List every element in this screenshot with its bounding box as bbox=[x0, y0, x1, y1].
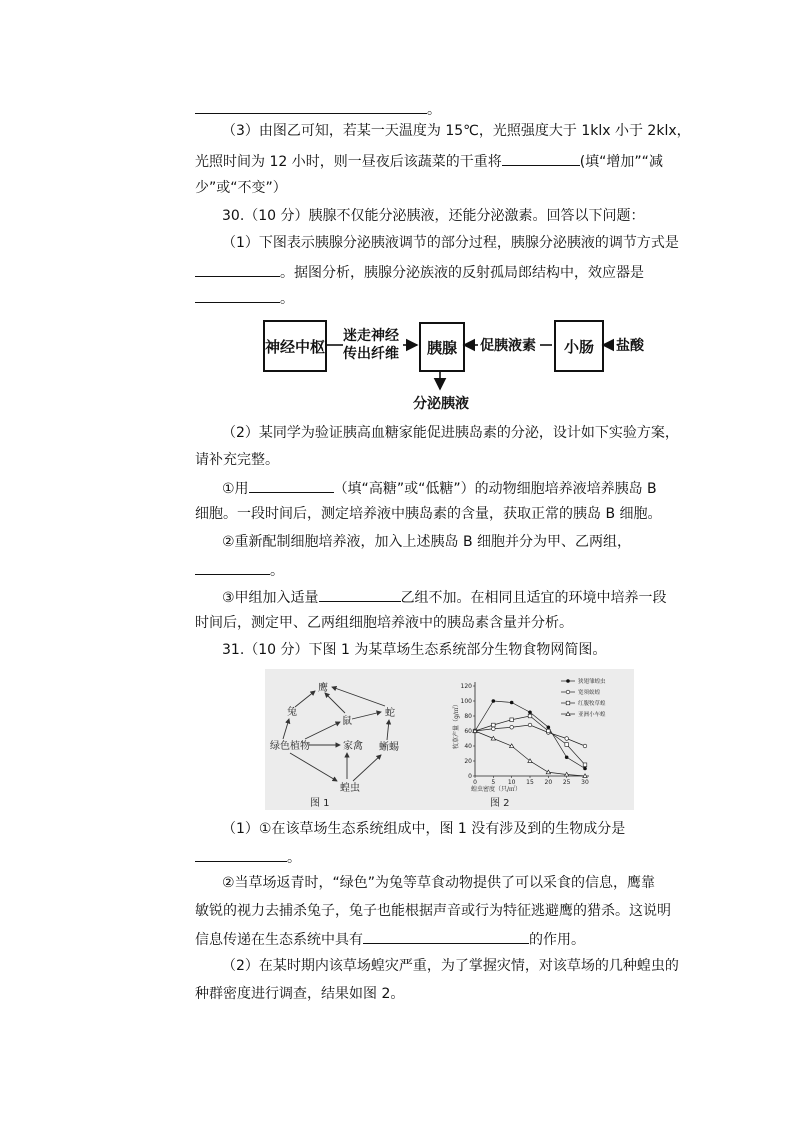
legend-label: 狭翅雏蝗虫 bbox=[578, 679, 606, 685]
chart-legend bbox=[561, 677, 606, 718]
data-point bbox=[528, 723, 532, 727]
data-point bbox=[492, 727, 496, 731]
data-point bbox=[583, 763, 587, 767]
node-locust: 蝗虫 bbox=[340, 783, 360, 794]
q31-title: 31.（10 分）下图 1 为某草场生态系统部分生物食物网简图。 bbox=[222, 642, 607, 658]
answer-blank[interactable] bbox=[195, 846, 287, 862]
answer-blank[interactable] bbox=[195, 261, 280, 277]
q31-p2-line3: 信息传递在生态系统中具有 的作用。 bbox=[195, 928, 585, 950]
q30-step1-line2: 细胞。一段时间后，测定培养液中胰岛素的含量，获取正常的胰岛 B 细胞。 bbox=[195, 506, 662, 522]
data-point bbox=[492, 699, 496, 703]
node-hawk: 鹰 bbox=[318, 683, 328, 694]
x-tick-label: 20 bbox=[544, 779, 553, 786]
legend-marker bbox=[566, 679, 570, 683]
data-point bbox=[547, 725, 551, 729]
legend-label: 亚洲小车蝗 bbox=[578, 712, 606, 718]
q30-step2-line2: 。 bbox=[195, 559, 284, 581]
answer-blank[interactable] bbox=[502, 150, 580, 166]
line-chart bbox=[452, 677, 606, 809]
x-tick-label: 10 bbox=[507, 779, 516, 786]
data-point bbox=[510, 701, 514, 705]
figure-svg bbox=[265, 669, 634, 810]
x-tick-label: 25 bbox=[562, 779, 571, 786]
data-point bbox=[492, 723, 496, 727]
answer-blank[interactable] bbox=[363, 928, 529, 944]
y-tick-label: 40 bbox=[464, 743, 472, 750]
x-axis-label: 蝗虫密度（只/㎡） bbox=[471, 786, 522, 793]
y-tick-label: 120 bbox=[460, 683, 472, 690]
data-point bbox=[546, 770, 550, 774]
pancreas-box: 胰腺 bbox=[419, 322, 465, 372]
node-rabbit: 兔 bbox=[287, 707, 297, 718]
q31-p1-line1: （1）①在该草场生态系统组成中，图 1 没有涉及到的生物成分是 bbox=[222, 821, 626, 837]
q30-step3-line2: 时间后，测定甲、乙两组细胞培养液中的胰岛素含量并分析。 bbox=[195, 615, 573, 631]
x-tick-label: 15 bbox=[526, 779, 534, 786]
y-tick-label: 60 bbox=[464, 728, 472, 735]
legend-label: 红腹牧草蝗 bbox=[578, 701, 606, 707]
x-tick-label: 30 bbox=[581, 779, 589, 786]
y-tick-label: 80 bbox=[464, 713, 472, 720]
answer-blank[interactable] bbox=[249, 477, 334, 493]
y-tick-label: 20 bbox=[464, 758, 472, 765]
chart-axes bbox=[461, 682, 589, 786]
fig1-caption: 图 1 bbox=[310, 798, 330, 809]
q30-step1-line1: ①用 （填“高糖”或“低糖”）的动物细胞培养液培养胰岛 B bbox=[222, 477, 657, 499]
q31-p3-line1: （2）在某时期内该草场蝗灾严重，为了掌握灾情，对该草场的几种蝗虫的 bbox=[222, 958, 679, 974]
answer-blank[interactable] bbox=[195, 98, 427, 114]
q31-p1-line2: 。 bbox=[195, 846, 301, 868]
food-web bbox=[270, 681, 399, 809]
q31-p2-line2: 敏锐的视力去捕杀兔子，兔子也能根据声音或行为特征逃避鹰的猎杀。这说明 bbox=[195, 903, 671, 919]
vagus-label-2: 传出纤维 bbox=[343, 346, 399, 362]
node-lizard: 蜥蜴 bbox=[379, 742, 399, 753]
q29-p3-line3: 少”或“不变”） bbox=[195, 180, 287, 196]
data-point bbox=[510, 718, 514, 722]
q31-p2-line1: ②当草场返青时，“绿色”为兔等草食动物提供了可以采食的信息，鹰靠 bbox=[222, 875, 656, 891]
node-mouse: 鼠 bbox=[342, 716, 352, 727]
q30-p2-line2: 请补充完整。 bbox=[195, 452, 279, 468]
node-snake: 蛇 bbox=[385, 708, 395, 719]
q30-p1-line2: 。据图分析，胰腺分泌族液的反射孤局郎结构中，效应器是 bbox=[195, 261, 644, 283]
secrete-juice-label: 分泌胰液 bbox=[413, 396, 469, 412]
data-point bbox=[565, 737, 569, 741]
y-tick-label: 100 bbox=[460, 698, 472, 705]
node-plant: 绿色植物 bbox=[270, 741, 310, 752]
end-mark: 。 bbox=[427, 102, 441, 118]
data-point bbox=[528, 710, 532, 714]
legend-label: 宽须蚁蝗 bbox=[578, 690, 601, 696]
vagus-label-1: 迷走神经 bbox=[343, 328, 399, 344]
q29-p3-line1: （3）由图乙可知，若某一天温度为 15℃，光照强度大于 1klx 小于 2klx， bbox=[222, 123, 691, 139]
q30-p1-line3: 。 bbox=[195, 287, 294, 309]
data-point bbox=[583, 767, 587, 771]
q30-step2-line1: ②重新配制细胞培养液，加入上述胰岛 B 细胞并分为甲、乙两组， bbox=[222, 534, 632, 550]
answer-blank[interactable] bbox=[319, 586, 401, 602]
data-point bbox=[583, 744, 587, 748]
small-intestine-box: 小肠 bbox=[554, 320, 604, 372]
x-tick-label: 5 bbox=[491, 779, 496, 786]
secretin-label: 促胰液素 bbox=[480, 338, 536, 354]
q31-p3-line2: 种群密度进行调查，结果如图 2。 bbox=[195, 986, 405, 1002]
x-tick-label: 0 bbox=[473, 779, 477, 786]
node-poultry: 家禽 bbox=[343, 741, 363, 752]
y-tick-label: 0 bbox=[468, 773, 472, 780]
answer-blank[interactable] bbox=[195, 559, 270, 575]
hydrochloric-acid-label: 盐酸 bbox=[616, 338, 644, 354]
data-point bbox=[565, 755, 569, 759]
q30-p1-line1: （1）下图表示胰腺分泌胰液调节的部分过程，胰腺分泌胰液的调节方式是 bbox=[222, 235, 679, 251]
legend-marker bbox=[566, 690, 570, 694]
data-point bbox=[510, 725, 514, 729]
data-point bbox=[565, 743, 569, 747]
q30-title: 30.（10 分）胰腺不仅能分泌胰液，还能分泌激素。回答以下问题： bbox=[222, 208, 645, 224]
q29-answer-line bbox=[195, 98, 441, 120]
q29-p3-line2: 光照时间为 12 小时，则一昼夜后该蔬菜的干重将 (填“增加”“减 bbox=[195, 150, 663, 172]
q30-p2-line1: （2）某同学为验证胰高血糖家能促进胰岛素的分泌，设计如下实验方案， bbox=[222, 425, 679, 441]
y-axis-label: 牧草产量（g/㎡） bbox=[453, 701, 460, 749]
answer-blank[interactable] bbox=[195, 287, 280, 303]
q30-step3-line1: ③甲组加入适量 乙组不加。在相同且适宜的环境中培养一段 bbox=[222, 586, 667, 608]
data-point bbox=[528, 714, 532, 718]
data-point bbox=[547, 729, 551, 733]
figure-panel bbox=[265, 669, 634, 810]
fig2-caption: 图 2 bbox=[490, 798, 510, 809]
chart-series bbox=[473, 699, 587, 777]
nerve-center-box: 神经中枢 bbox=[263, 320, 327, 372]
legend-marker bbox=[566, 701, 570, 705]
